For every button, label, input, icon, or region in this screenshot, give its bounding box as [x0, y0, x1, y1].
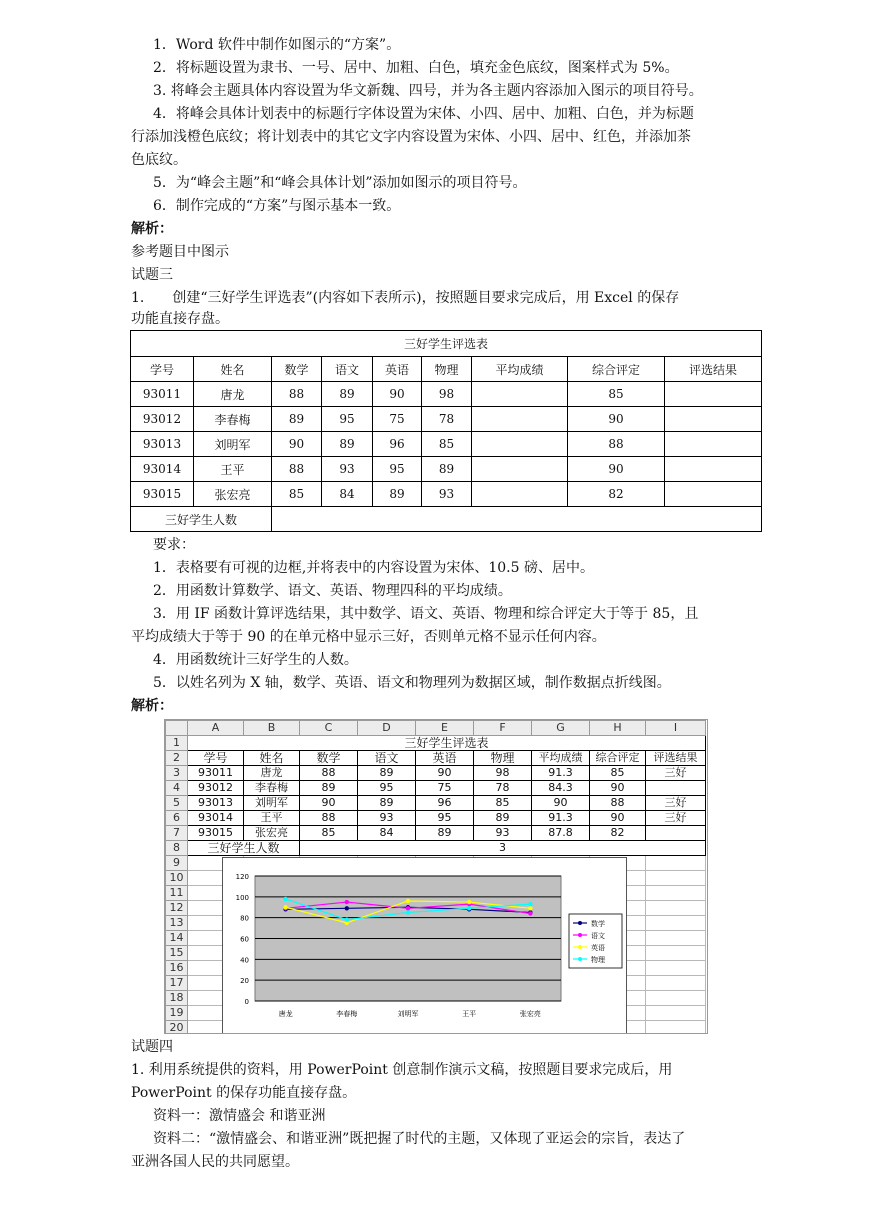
table-row — [131, 457, 762, 482]
x-tick-label: 唐龙 — [278, 1010, 293, 1018]
line-chart-svg — [223, 858, 626, 1033]
sheet-row — [166, 811, 706, 826]
data-point — [406, 910, 410, 914]
table-cell — [472, 407, 568, 432]
table-cell: 89 — [373, 482, 422, 507]
sheet-cell[interactable]: 三好 — [646, 811, 706, 826]
data-point — [406, 899, 410, 903]
sheet-cell[interactable]: 90 — [416, 766, 474, 781]
table-cell: 90 — [272, 432, 322, 457]
score-table — [130, 330, 762, 532]
data-point — [528, 911, 532, 915]
table-cell: 89 — [272, 407, 322, 432]
spreadsheet-screenshot — [164, 719, 708, 1034]
row-number[interactable]: 8 — [166, 841, 188, 856]
header-cell: 物理 — [422, 357, 472, 382]
requirement-1: 1．表格要有可视的边框,并将表中的内容设置为宋体、10.5 磅、居中。 — [153, 560, 594, 576]
row-number[interactable]: 19 — [166, 1006, 188, 1021]
table-cell: 95 — [373, 457, 422, 482]
row-number[interactable]: 17 — [166, 976, 188, 991]
sheet-cell[interactable]: 93012 — [188, 781, 244, 796]
column-header[interactable]: F — [474, 721, 532, 736]
y-tick-label: 0 — [244, 998, 249, 1006]
student-count-label: 三好学生人数 — [131, 507, 272, 532]
sheet-header-cell[interactable]: 语文 — [358, 751, 416, 766]
table-cell: 93 — [422, 482, 472, 507]
row-number[interactable]: 4 — [166, 781, 188, 796]
sheet-cell[interactable]: 85 — [300, 826, 358, 841]
table-cell: 90 — [568, 457, 665, 482]
table-cell: 85 — [422, 432, 472, 457]
table-cell: 85 — [568, 382, 665, 407]
table-cell — [665, 482, 762, 507]
sheet-cell[interactable]: 84.3 — [532, 781, 590, 796]
sheet-cell[interactable]: 91.3 — [532, 811, 590, 826]
sheet-cell[interactable]: 89 — [416, 826, 474, 841]
row-number[interactable]: 12 — [166, 901, 188, 916]
table-cell: 82 — [568, 482, 665, 507]
question-four-line-1: 1. 利用系统提供的资料，用 PowerPoint 创意制作演示文稿，按照题目要求完成后，用 — [131, 1062, 673, 1078]
sheet-cell[interactable]: 王平 — [244, 811, 300, 826]
table-cell — [665, 457, 762, 482]
table-cell: 刘明军 — [194, 432, 272, 457]
row-number[interactable]: 11 — [166, 886, 188, 901]
sheet-header-cell[interactable]: 物理 — [474, 751, 532, 766]
header-cell: 英语 — [373, 357, 422, 382]
sheet-cell[interactable]: 87.8 — [532, 826, 590, 841]
y-tick-label: 20 — [240, 977, 249, 986]
header-cell: 数学 — [272, 357, 322, 382]
row-number[interactable]: 9 — [166, 856, 188, 871]
analysis-label-1: 解析： — [131, 221, 173, 237]
table-cell: 84 — [322, 482, 373, 507]
sheet-cell[interactable]: 三好 — [646, 796, 706, 811]
sheet-cell[interactable] — [646, 781, 706, 796]
analysis-text-1: 参考题目中图示 — [131, 244, 229, 260]
data-point — [467, 906, 471, 910]
sheet-header-cell[interactable]: 英语 — [416, 751, 474, 766]
material-one: 资料一：激情盛会 和谐亚洲 — [153, 1108, 326, 1124]
sheet-cell[interactable]: 85 — [590, 766, 646, 781]
header-cell: 评选结果 — [665, 357, 762, 382]
sheet-header-cell[interactable]: 数学 — [300, 751, 358, 766]
legend-label: 数学 — [591, 920, 605, 928]
legend-marker — [578, 957, 582, 961]
section-heading-four: 试题四 — [131, 1039, 173, 1055]
legend-label: 英语 — [591, 944, 605, 952]
sheet-cell[interactable]: 李春梅 — [244, 781, 300, 796]
sheet-cell[interactable]: 95 — [358, 781, 416, 796]
sheet-row — [166, 796, 706, 811]
sheet-cell[interactable]: 88 — [300, 811, 358, 826]
column-header[interactable]: I — [646, 721, 706, 736]
sheet-count-label[interactable]: 三好学生人数 — [188, 841, 300, 856]
part-one-item-3: 3. 将峰会主题具体内容设置为华文新魏、四号，并为各主题内容添加入图示的项目符号。 — [153, 83, 703, 99]
row-number[interactable]: 16 — [166, 961, 188, 976]
column-header[interactable]: C — [300, 721, 358, 736]
y-tick-label: 60 — [240, 935, 249, 944]
column-header[interactable]: G — [532, 721, 590, 736]
table-cell: 78 — [422, 407, 472, 432]
sheet-header-cell[interactable]: 综合评定 — [590, 751, 646, 766]
row-number[interactable]: 15 — [166, 946, 188, 961]
student-count-value — [272, 507, 762, 532]
sheet-cell[interactable]: 82 — [590, 826, 646, 841]
legend-label: 物理 — [591, 956, 605, 964]
sheet-header-cell[interactable]: 姓名 — [244, 751, 300, 766]
table-cell: 93015 — [131, 482, 194, 507]
part-one-item-6: 6．制作完成的“方案”与图示基本一致。 — [153, 198, 401, 214]
analysis-label-2: 解析： — [131, 698, 173, 714]
table-cell: 88 — [272, 382, 322, 407]
data-point — [345, 918, 349, 922]
row-number[interactable]: 5 — [166, 796, 188, 811]
part-one-item-1: 1．Word 软件中制作如图示的“方案”。 — [153, 37, 401, 53]
sheet-row — [166, 826, 706, 841]
table-cell — [472, 382, 568, 407]
table-row — [131, 382, 762, 407]
sheet-cell[interactable]: 93014 — [188, 811, 244, 826]
requirement-5: 5．以姓名列为 X 轴，数学、英语、语文和物理列为数据区域，制作数据点折线图。 — [153, 675, 671, 691]
sheet-cell[interactable]: 93015 — [188, 826, 244, 841]
requirement-4: 4．用函数统计三好学生的人数。 — [153, 652, 358, 668]
sheet-cell[interactable]: 96 — [416, 796, 474, 811]
table-cell: 93014 — [131, 457, 194, 482]
question-four-line-2: PowerPoint 的保存功能直接存盘。 — [131, 1085, 357, 1101]
sheet-cell[interactable]: 刘明军 — [244, 796, 300, 811]
material-two-line-2: 亚洲各国人民的共同愿望。 — [131, 1154, 299, 1170]
data-point — [345, 906, 349, 910]
requirements-label: 要求： — [153, 537, 195, 553]
table-cell: 93 — [322, 457, 373, 482]
y-tick-label: 40 — [240, 956, 249, 965]
legend-marker — [578, 933, 582, 937]
sheet-cell[interactable]: 90 — [300, 796, 358, 811]
section-heading-three: 试题三 — [131, 267, 173, 283]
column-header[interactable]: H — [590, 721, 646, 736]
y-tick-label: 100 — [235, 893, 249, 902]
table-cell: 75 — [373, 407, 422, 432]
header-cell: 平均成绩 — [472, 357, 568, 382]
column-header[interactable]: A — [188, 721, 244, 736]
part-one-item-4-end: 色底纹。 — [131, 152, 187, 168]
row-number[interactable]: 10 — [166, 871, 188, 886]
part-one-item-2: 2．将标题设置为隶书、一号、居中、加粗、白色，填充金色底纹，图案样式为 5%。 — [153, 60, 679, 76]
sheet-cell[interactable]: 93013 — [188, 796, 244, 811]
requirement-3: 3．用 IF 函数计算评选结果，其中数学、语文、英语、物理和综合评定大于等于 85，且 — [153, 606, 699, 622]
sheet-cell[interactable]: 93011 — [188, 766, 244, 781]
x-tick-label: 李春梅 — [336, 1010, 358, 1018]
corner-cell — [166, 721, 188, 736]
header-cell: 语文 — [322, 357, 373, 382]
sheet-cell[interactable]: 89 — [358, 766, 416, 781]
sheet-row — [166, 781, 706, 796]
sheet-cell[interactable]: 95 — [416, 811, 474, 826]
row-number[interactable]: 6 — [166, 811, 188, 826]
sheet-cell[interactable]: 89 — [300, 781, 358, 796]
data-point — [528, 906, 532, 910]
question-three-line-1: 1. 创建“三好学生评选表”(内容如下表所示)，按照题目要求完成后，用 Excel 的保存 — [131, 290, 680, 306]
table-cell: 张宏亮 — [194, 482, 272, 507]
header-cell: 姓名 — [194, 357, 272, 382]
part-one-item-4: 4．将峰会具体计划表中的标题行字体设置为宋体、小四、居中、加粗、白色，并为标题 — [153, 106, 694, 122]
sheet-cell[interactable]: 90 — [532, 796, 590, 811]
table-row — [131, 407, 762, 432]
sheet-cell[interactable]: 90 — [590, 781, 646, 796]
table-cell: 90 — [568, 407, 665, 432]
table-cell: 89 — [422, 457, 472, 482]
data-point — [283, 897, 287, 901]
sheet-cell[interactable] — [646, 826, 706, 841]
sheet-cell[interactable]: 三好 — [646, 766, 706, 781]
table-cell — [472, 482, 568, 507]
table-cell: 93011 — [131, 382, 194, 407]
table-cell: 90 — [373, 382, 422, 407]
sheet-cell[interactable]: 93 — [358, 811, 416, 826]
column-header[interactable]: E — [416, 721, 474, 736]
sheet-header-cell[interactable]: 评选结果 — [646, 751, 706, 766]
column-header[interactable]: D — [358, 721, 416, 736]
row-number[interactable]: 7 — [166, 826, 188, 841]
legend-label: 语文 — [591, 932, 605, 940]
column-header[interactable]: B — [244, 721, 300, 736]
sheet-cell[interactable]: 88 — [300, 766, 358, 781]
table-cell — [665, 432, 762, 457]
part-one-item-5: 5．为“峰会主题”和“峰会具体计划”添加如图示的项目符号。 — [153, 175, 527, 191]
sheet-row — [166, 766, 706, 781]
table-cell: 93012 — [131, 407, 194, 432]
table-cell: 85 — [272, 482, 322, 507]
score-table-title: 三好学生评选表 — [131, 331, 762, 357]
part-one-item-4-cont: 行添加浅橙色底纹；将计划表中的其它文字内容设置为宋体、小四、居中、红色，并添加茶 — [131, 129, 691, 145]
sheet-cell[interactable]: 90 — [590, 811, 646, 826]
sheet-cell[interactable]: 75 — [416, 781, 474, 796]
sheet-header-cell[interactable]: 学号 — [188, 751, 244, 766]
row-number[interactable]: 13 — [166, 916, 188, 931]
row-number[interactable]: 1 — [166, 736, 188, 751]
table-cell: 96 — [373, 432, 422, 457]
data-point — [283, 905, 287, 909]
table-cell: 89 — [322, 432, 373, 457]
sheet-header-cell[interactable]: 平均成绩 — [532, 751, 590, 766]
requirement-3-cont: 平均成绩大于等于 90 的在单元格中显示三好，否则单元格不显示任何内容。 — [131, 629, 606, 645]
table-cell — [665, 407, 762, 432]
header-cell: 综合评定 — [568, 357, 665, 382]
x-tick-label: 王平 — [462, 1010, 477, 1018]
sheet-count-value[interactable]: 3 — [300, 841, 706, 856]
data-point — [345, 900, 349, 904]
sheet-cell[interactable]: 85 — [474, 796, 532, 811]
row-number[interactable]: 14 — [166, 931, 188, 946]
sheet-cell[interactable]: 98 — [474, 766, 532, 781]
sheet-cell[interactable]: 93 — [474, 826, 532, 841]
table-cell: 李春梅 — [194, 407, 272, 432]
sheet-cell[interactable]: 唐龙 — [244, 766, 300, 781]
sheet-cell[interactable]: 78 — [474, 781, 532, 796]
sheet-title[interactable]: 三好学生评选表 — [188, 736, 706, 751]
table-cell: 88 — [272, 457, 322, 482]
sheet-cell[interactable]: 84 — [358, 826, 416, 841]
sheet-cell[interactable]: 91.3 — [532, 766, 590, 781]
line-chart[interactable] — [222, 857, 627, 1034]
table-cell — [472, 432, 568, 457]
y-tick-label: 120 — [235, 873, 249, 881]
question-three-line-2: 功能直接存盘。 — [131, 311, 229, 327]
row-number[interactable]: 3 — [166, 766, 188, 781]
sheet-cell[interactable]: 88 — [590, 796, 646, 811]
table-cell: 89 — [322, 382, 373, 407]
table-cell — [472, 457, 568, 482]
data-point — [406, 906, 410, 910]
y-tick-label: 80 — [240, 914, 249, 923]
sheet-cell[interactable]: 张宏亮 — [244, 826, 300, 841]
legend-marker — [578, 921, 582, 925]
table-cell — [665, 382, 762, 407]
table-cell: 88 — [568, 432, 665, 457]
table-cell: 唐龙 — [194, 382, 272, 407]
x-tick-label: 张宏亮 — [519, 1010, 541, 1018]
sheet-cell[interactable]: 89 — [358, 796, 416, 811]
sheet-cell[interactable]: 89 — [474, 811, 532, 826]
x-tick-label: 刘明军 — [397, 1010, 419, 1018]
table-cell: 93013 — [131, 432, 194, 457]
table-cell: 95 — [322, 407, 373, 432]
header-cell: 学号 — [131, 357, 194, 382]
table-cell: 98 — [422, 382, 472, 407]
table-row — [131, 432, 762, 457]
row-number[interactable]: 20 — [166, 1021, 188, 1035]
requirement-2: 2．用函数计算数学、语文、英语、物理四科的平均成绩。 — [153, 583, 512, 599]
table-cell: 王平 — [194, 457, 272, 482]
row-number[interactable]: 18 — [166, 991, 188, 1006]
material-two-line-1: 资料二：“激情盛会、和谐亚洲”既把握了时代的主题，又体现了亚运会的宗旨，表达了 — [153, 1131, 686, 1147]
data-point — [528, 902, 532, 906]
legend-marker — [578, 945, 582, 949]
row-number[interactable]: 2 — [166, 751, 188, 766]
data-point — [467, 900, 471, 904]
table-row — [131, 482, 762, 507]
